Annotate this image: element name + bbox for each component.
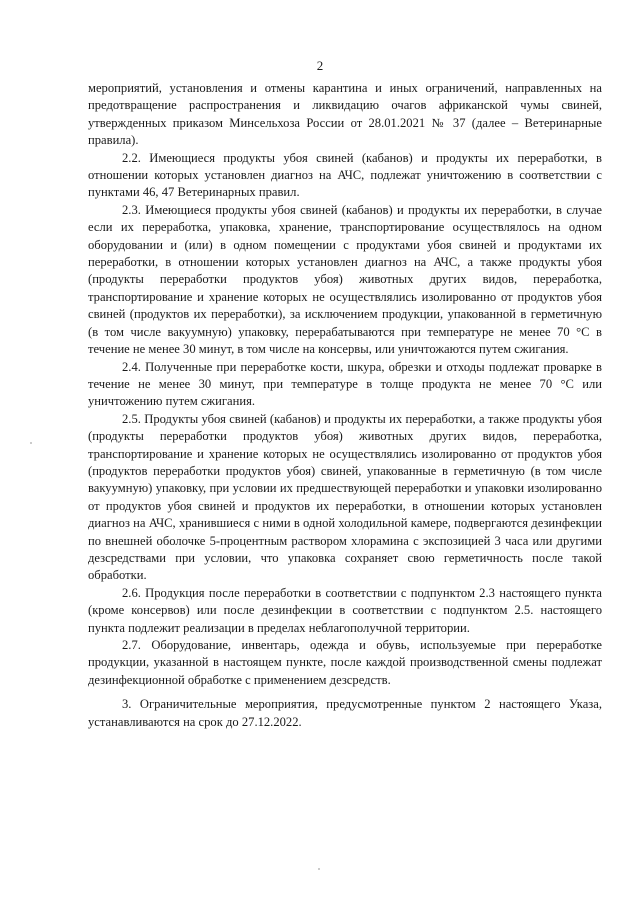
paragraph-3: 3. Ограничительные мероприятия, предусмотренные пунктом 2 настоящего Указа, устанавливаются на срок до 27.12.2022.	[88, 697, 602, 729]
scan-speck	[30, 442, 32, 444]
paragraph-2-5: 2.5. Продукты убоя свиней (кабанов) и продукты их переработки, а также продукты убоя (продукты переработки продуктов убоя) животных других видов, переработка, транспортирование и хранение которых не осуществлялись изолированно от продуктов убоя (продуктов переработки продуктов убоя) свиней, упакованные в герметичную (в том числе вакуумную) упаковку, при условии их предшествующей переработки и упаковки изолированно от продуктов убоя свиней и продуктов их переработки, в отношении которых установлен диагноз на АЧС, хранившиеся с ними в одной холодильной камере, подвергаются дезинфекции по внешней оболочке 5-процентным раствором хлорамина с экспозицией 3 часа или другими дезсредствами при условии, что упаковка сохраняет свою герметичность после такой обработки.	[88, 411, 602, 583]
paragraph-2-7: 2.7. Оборудование, инвентарь, одежда и обувь, используемые при переработке продукции, указанной в настоящем пункте, после каждой производственной смены подлежат дезинфекционной обработке с применением дезсредств.	[88, 638, 602, 687]
paragraph-gap	[88, 689, 602, 696]
paragraph-2-6: 2.6. Продукция после переработки в соответствии с подпунктом 2.3 настоящего пункта (кроме консервов) или после дезинфекции в соответствии с подпунктом 2.5. настоящего пункта подлежит реализации в пределах неблагополучной территории.	[88, 585, 602, 635]
paragraph-continuation: мероприятий, установления и отмены карантина и иных ограничений, направленных на предотвращение распространения и ликвидацию очагов африканской чумы свиней, утвержденных приказом Минсельхоза России от 28.01.2021 № 37 (далее – Ветеринарные правила).	[88, 81, 602, 148]
paragraph-2-4: 2.4. Полученные при переработке кости, шкура, обрезки и отходы подлежат проварке в течение не менее 30 минут, при температуре в толще продукта не менее 70 °С или уничтожению путем сжигания.	[88, 359, 602, 409]
page-number: 2	[316, 58, 324, 73]
paragraph-2-2: 2.2. Имеющиеся продукты убоя свиней (кабанов) и продукты их переработки, в отношении которых установлен диагноз на АЧС, подлежат уничтожению в соответствии с пунктами 46, 47 Ветеринарных правил.	[88, 150, 602, 200]
document-body	[88, 80, 602, 731]
paragraph-2-3: 2.3. Имеющиеся продукты убоя свиней (кабанов) и продукты их переработки, в случае если их переработка, упаковка, хранение, транспортирование осуществлялось на одном оборудовании и (или) в одном помещении с продуктами убоя свиней и продуктами их переработки, в отношении которых установлен диагноз на АЧС, а также продукты убоя (продукты переработки продуктов убоя) животных других видов, переработка, транспортирование и хранение которых не осуществлялись изолированно от продуктов убоя свиней (продуктов их переработки), за исключением продукции, упакованной в герметичную (в том числе вакуумную) упаковку, перерабатываются при температуре не менее 70 °С в течение не менее 30 минут, в том числе на консервы, или уничтожаются путем сжигания.	[88, 202, 602, 357]
scan-speck	[318, 868, 320, 870]
